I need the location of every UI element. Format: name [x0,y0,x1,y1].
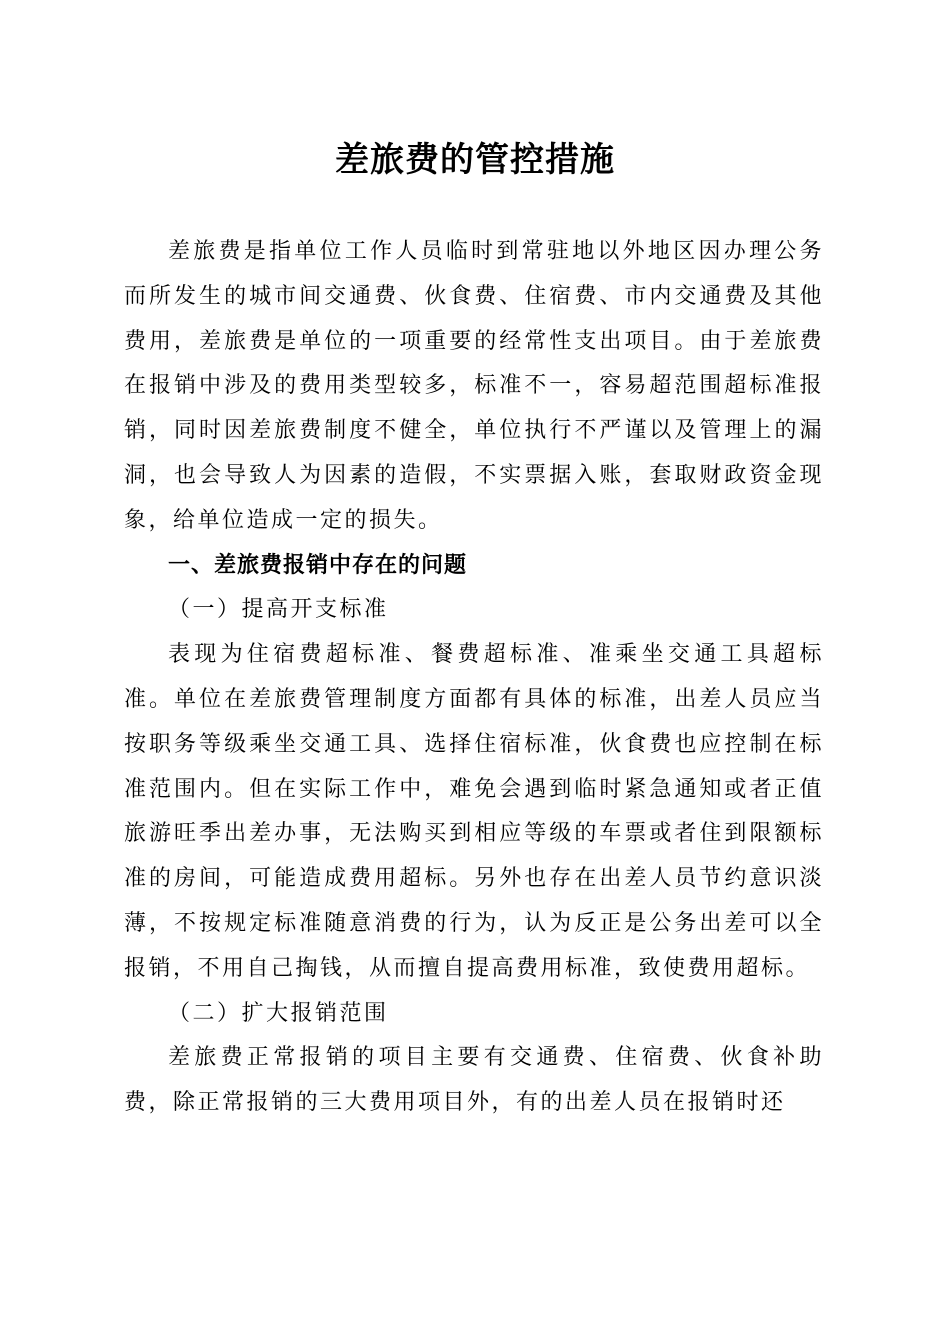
subsection-paragraph-raise-standards: 表现为住宿费超标准、餐费超标准、准乘坐交通工具超标准。单位在差旅费管理制度方面都有具体的标准，出差人员应当按职务等级乘坐交通工具、选择住宿标准，伙食费也应控制在标准范围内。但在实际工作中，难免会遇到临时紧急通知或者正值旅游旺季出差办事，无法购买到相应等级的车票或者住到限额标准的房间，可能造成费用超标。另外也存在出差人员节约意识淡薄，不按规定标准随意消费的行为，认为反正是公务出差可以全报销，不用自己掏钱，从而擅自提高费用标准，致使费用超标。 [124,642,824,981]
section-heading-problems: 一、差旅费报销中存在的问题 [168,552,468,578]
subsection-heading-expand-scope: （二）扩大报销范围 [168,1000,389,1026]
intro-paragraph: 差旅费是指单位工作人员临时到常驻地以外地区因办理公务而所发生的城市间交通费、伙食费、住宿费、市内交通费及其他费用，差旅费是单位的一项重要的经常性支出项目。由于差旅费在报销中涉及的费用类型较多，标准不一，容易超范围超标准报销，同时因差旅费制度不健全，单位执行不严谨以及管理上的漏洞，也会导致人为因素的造假，不实票据入账，套取财政资金现象，给单位造成一定的损失。 [124,239,824,533]
document-title: 差旅费的管控措施 [335,140,615,180]
document-body [124,230,824,1126]
subsection-paragraph-expand-scope: 差旅费正常报销的项目主要有交通费、住宿费、伙食补助费，除正常报销的三大费用项目外，有的出差人员在报销时还 [124,1045,824,1116]
subsection-heading-raise-standards: （一）提高开支标准 [168,597,389,623]
